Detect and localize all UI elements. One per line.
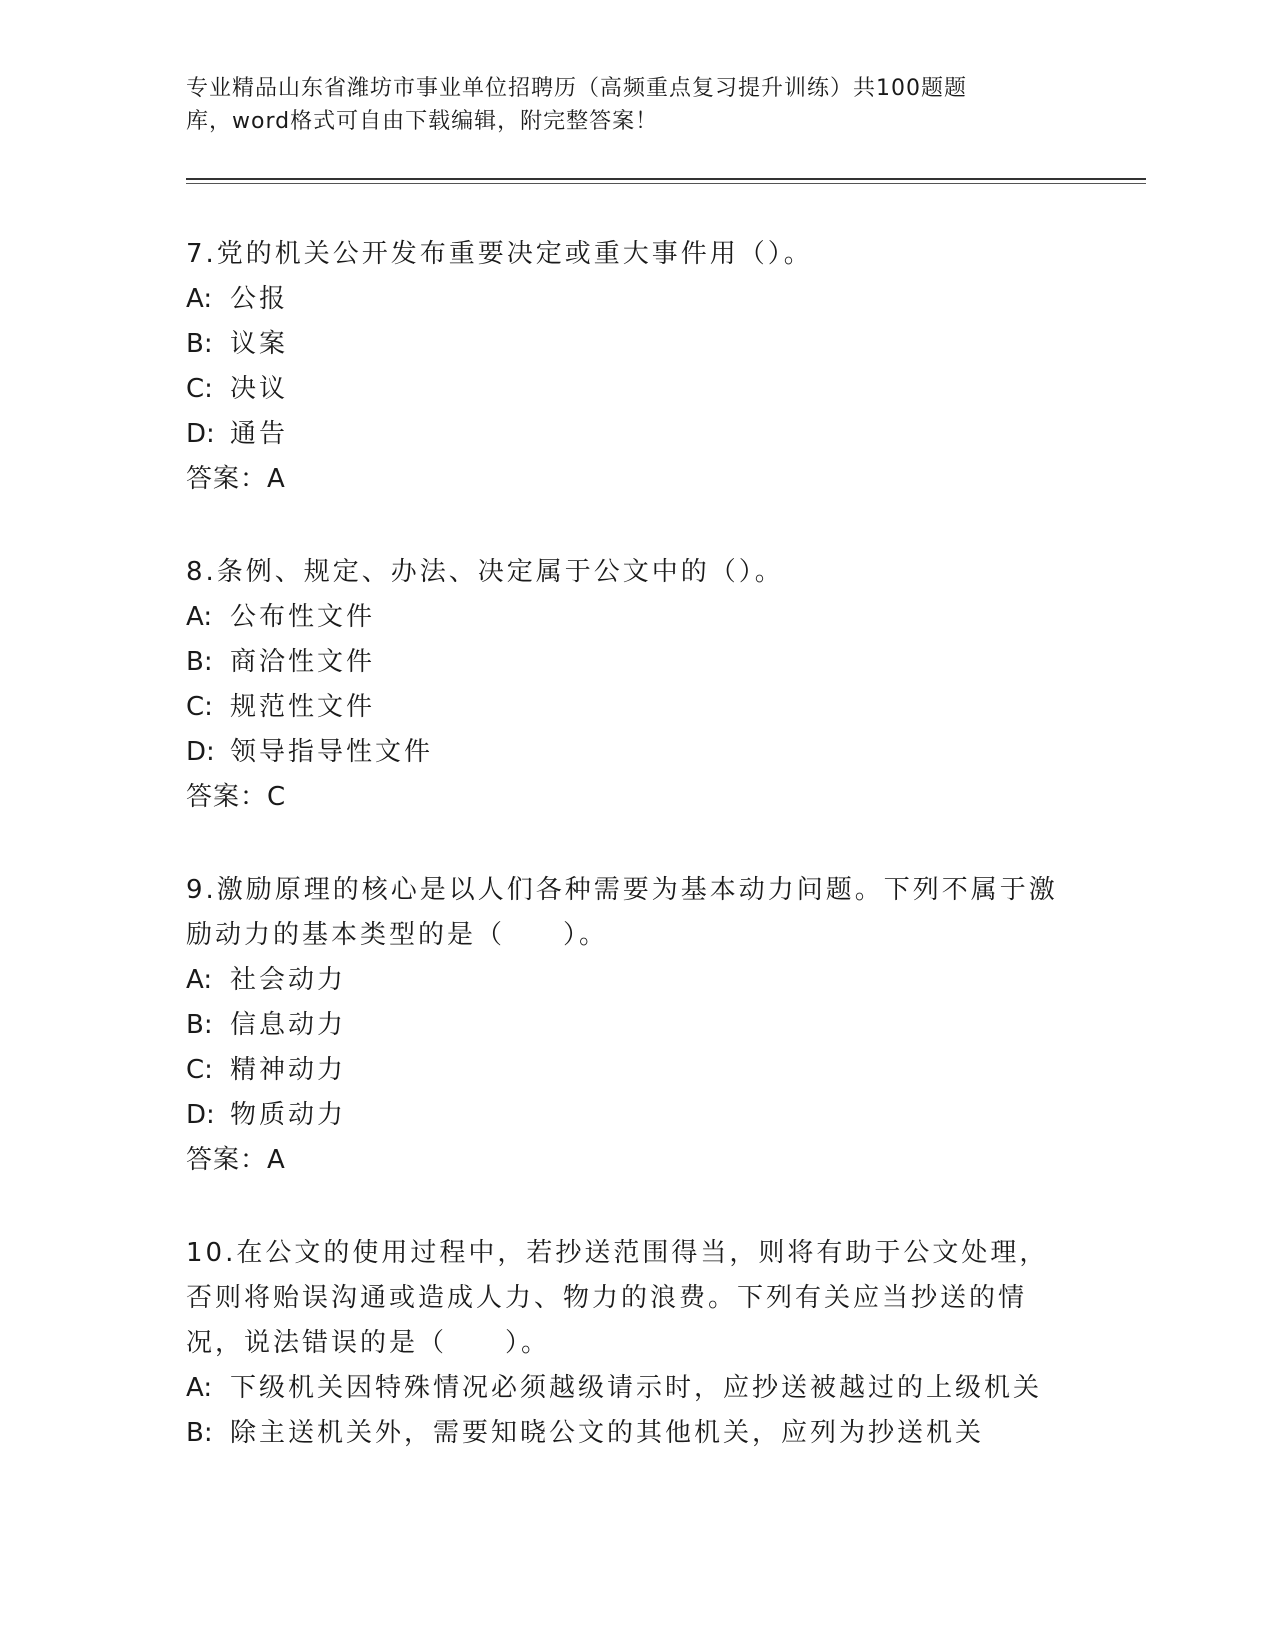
answer-line: 答案：A [186,1145,286,1175]
option-a [186,277,1066,322]
option-key: B: [186,1418,213,1448]
option-text: 除主送机关外，需要知晓公文的其他机关，应列为抄送机关 [230,1418,985,1448]
option-a [186,1366,1066,1411]
answer-line: 答案：C [186,782,287,812]
option-key: A: [186,1373,213,1403]
question-text: 10.在公文的使用过程中，若抄送范围得当，则将有助于公文处理，否则将贻误沟通或造成人力、物力的浪费。下列有关应当抄送的情况，说法错误的是（ ）。 [186,1238,1049,1358]
question-text: 8.条例、规定、办法、决定属于公文中的（）。 [186,557,784,587]
document-header: 专业精品山东省潍坊市事业单位招聘历（高频重点复习提升训练）共100题题库，word格式可自由下载编辑，附完整答案！ [186,76,967,134]
option-text: 公报 [230,284,289,314]
option-key: C: [186,1055,213,1085]
option-text: 物质动力 [230,1100,347,1130]
option-text: 精神动力 [230,1055,347,1085]
option-text: 公布性文件 [230,602,376,632]
option-b [186,640,1066,685]
option-text: 规范性文件 [230,692,376,722]
option-c [186,685,1066,730]
option-key: A: [186,284,213,314]
question-9 [186,868,1066,1183]
option-text: 下级机关因特殊情况必须越级请示时，应抄送被越过的上级机关 [230,1373,1043,1403]
option-key: A: [186,602,213,632]
option-text: 商洽性文件 [230,647,376,677]
option-key: C: [186,692,213,722]
question-7 [186,232,1066,502]
answer-line: 答案：A [186,464,286,494]
option-b [186,1003,1066,1048]
option-text: 通告 [230,419,289,449]
option-d [186,1093,1066,1138]
option-text: 决议 [230,374,289,404]
option-key: B: [186,1010,213,1040]
document-page [186,0,1146,1650]
option-b [186,1411,1066,1456]
option-d [186,412,1066,457]
option-a [186,595,1066,640]
option-key: A: [186,965,213,995]
option-key: B: [186,647,213,677]
question-10 [186,1231,1066,1456]
option-a [186,958,1066,1003]
question-text: 9.激励原理的核心是以人们各种需要为基本动力问题。下列不属于激励动力的基本类型的是（ ）。 [186,875,1058,950]
option-text: 社会动力 [230,965,347,995]
header-divider [186,178,1146,180]
option-b [186,322,1066,367]
option-text: 信息动力 [230,1010,347,1040]
question-list [186,232,1066,1504]
option-key: D: [186,1100,215,1130]
question-text: 7.党的机关公开发布重要决定或重大事件用（）。 [186,239,813,269]
option-c [186,1048,1066,1093]
option-key: C: [186,374,213,404]
option-key: B: [186,329,213,359]
option-d [186,730,1066,775]
option-key: D: [186,737,215,767]
option-key: D: [186,419,215,449]
question-8 [186,550,1066,820]
option-text: 议案 [230,329,289,359]
option-text: 领导指导性文件 [230,737,434,767]
option-c [186,367,1066,412]
header-divider-thin [186,183,1146,184]
